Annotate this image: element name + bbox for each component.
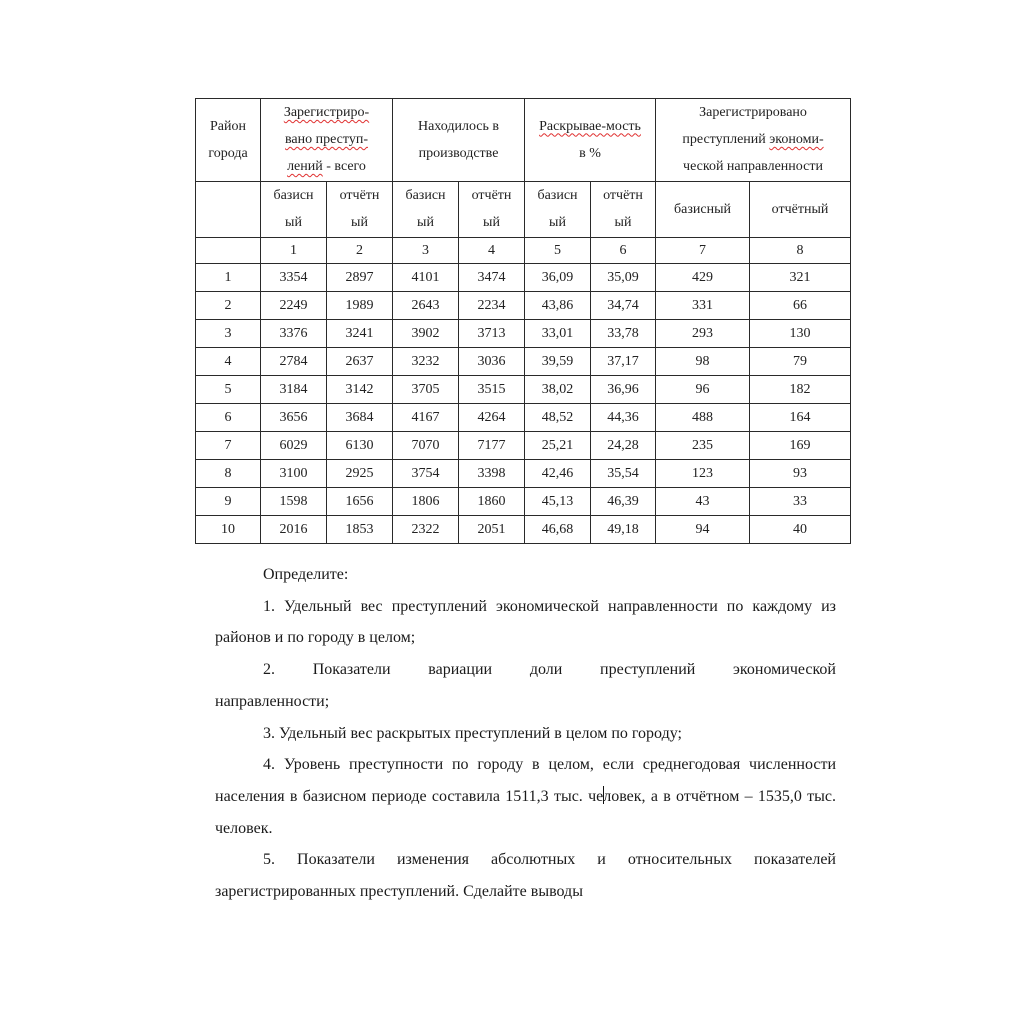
- table-cell: 36,96: [591, 376, 656, 404]
- spellcheck-word: Раскрывае-мость: [539, 118, 641, 134]
- table-row: [196, 376, 851, 404]
- table-cell: 2051: [459, 516, 525, 544]
- task-item-4: 4. Уровень преступности по городу в целом, если среднегодовая численности населения в базисном периоде составила 1511,3 тыс. человек, а в отчётном – 1535,0 тыс. человек.: [215, 756, 837, 837]
- header-base-full: базисный: [656, 182, 750, 238]
- table-row: [196, 292, 851, 320]
- table-cell: 3142: [327, 376, 393, 404]
- table-cell: 1989: [327, 292, 393, 320]
- table-cell: 42,46: [525, 460, 591, 488]
- task-item-2: 2. Показатели вариации доли преступлений экономической направленности;: [215, 661, 836, 710]
- table-cell: 3232: [393, 348, 459, 376]
- table-cell: 3902: [393, 320, 459, 348]
- table-cell: 2249: [261, 292, 327, 320]
- table-cell: 3684: [327, 404, 393, 432]
- table-cell: 94: [656, 516, 750, 544]
- header-district: Район города: [196, 99, 261, 182]
- table-cell: 3100: [261, 460, 327, 488]
- table-cell: 2784: [261, 348, 327, 376]
- table-cell: 43,86: [525, 292, 591, 320]
- header-base: базисн ый: [393, 182, 459, 238]
- table-cell: 35,54: [591, 460, 656, 488]
- table-cell: 4264: [459, 404, 525, 432]
- table-cell: 1806: [393, 488, 459, 516]
- district-number-cell: 9: [196, 488, 261, 516]
- task-item-5: 5. Показатели изменения абсолютных и относительных показателей зарегистрированных преступлений. Сделайте выводы: [215, 851, 836, 901]
- table-cell: 3656: [261, 404, 327, 432]
- crime-statistics-table: [195, 98, 851, 544]
- table-cell: 2637: [327, 348, 393, 376]
- district-number-cell: 6: [196, 404, 261, 432]
- table-row: [196, 488, 851, 516]
- table-cell: 3354: [261, 264, 327, 292]
- table-cell: 33,01: [525, 320, 591, 348]
- table-cell: 164: [750, 404, 851, 432]
- column-number: 6: [591, 238, 656, 264]
- table-cell: 24,28: [591, 432, 656, 460]
- table-cell: 7070: [393, 432, 459, 460]
- spellcheck-word: экономи-: [769, 132, 824, 147]
- table-cell: 45,13: [525, 488, 591, 516]
- table-cell: 321: [750, 264, 851, 292]
- table-cell: 3376: [261, 320, 327, 348]
- table-cell: 6029: [261, 432, 327, 460]
- table-cell: 123: [656, 460, 750, 488]
- table-cell: 3036: [459, 348, 525, 376]
- table-cell: 130: [750, 320, 851, 348]
- table-cell: 36,09: [525, 264, 591, 292]
- table-cell: 4167: [393, 404, 459, 432]
- column-number: 4: [459, 238, 525, 264]
- table-cell: 3241: [327, 320, 393, 348]
- table-row: [196, 432, 851, 460]
- table-cell: 38,02: [525, 376, 591, 404]
- column-number: 5: [525, 238, 591, 264]
- table-cell: 2016: [261, 516, 327, 544]
- table-cell: 3705: [393, 376, 459, 404]
- district-number-cell: 4: [196, 348, 261, 376]
- table-cell: 39,59: [525, 348, 591, 376]
- header-report-full: отчётный: [750, 182, 851, 238]
- header-row-periods: [196, 182, 851, 238]
- table-cell: 331: [656, 292, 750, 320]
- task-text: [215, 559, 836, 908]
- column-number: 7: [656, 238, 750, 264]
- table-cell: 49,18: [591, 516, 656, 544]
- table-cell: 48,52: [525, 404, 591, 432]
- table-cell: 3754: [393, 460, 459, 488]
- header-base: базисн ый: [261, 182, 327, 238]
- spellcheck-word: Зарегистриро-: [283, 105, 370, 120]
- table-cell: 1656: [327, 488, 393, 516]
- table-cell: 98: [656, 348, 750, 376]
- header-registered-total: Зарегистриро- вано преступ- лений - всего: [261, 99, 393, 182]
- table-cell: 4101: [393, 264, 459, 292]
- header-empty: [196, 182, 261, 238]
- table-cell: 2322: [393, 516, 459, 544]
- table-cell: 3713: [459, 320, 525, 348]
- table-row: [196, 348, 851, 376]
- column-number: 1: [261, 238, 327, 264]
- table-cell: 93: [750, 460, 851, 488]
- header-row-groups: [196, 99, 851, 182]
- table-cell: 37,17: [591, 348, 656, 376]
- table-cell: 3398: [459, 460, 525, 488]
- column-number: 8: [750, 238, 851, 264]
- district-number-cell: 7: [196, 432, 261, 460]
- table-row: [196, 460, 851, 488]
- table-cell: 1860: [459, 488, 525, 516]
- table-row: [196, 320, 851, 348]
- table-cell: 2234: [459, 292, 525, 320]
- table-cell: 6130: [327, 432, 393, 460]
- table-cell: 33,78: [591, 320, 656, 348]
- table-cell: 34,74: [591, 292, 656, 320]
- table-cell: 293: [656, 320, 750, 348]
- header-base: базисн ый: [525, 182, 591, 238]
- table-cell: 169: [750, 432, 851, 460]
- header-economic-crimes: Зарегистрировано преступлений экономи- ческой направленности: [656, 99, 851, 182]
- table-cell: 1853: [327, 516, 393, 544]
- district-number-cell: 1: [196, 264, 261, 292]
- table-cell: 2897: [327, 264, 393, 292]
- district-number-cell: 8: [196, 460, 261, 488]
- table-cell: 46,39: [591, 488, 656, 516]
- header-clearance-rate: Раскрывае-мость в %: [525, 99, 656, 182]
- table-cell: 79: [750, 348, 851, 376]
- table-cell: 35,09: [591, 264, 656, 292]
- table-cell: 46,68: [525, 516, 591, 544]
- header-report: отчётн ый: [327, 182, 393, 238]
- table-cell: 2925: [327, 460, 393, 488]
- table-cell: 25,21: [525, 432, 591, 460]
- table-cell: 44,36: [591, 404, 656, 432]
- header-in-production: Находилось в производстве: [393, 99, 525, 182]
- table-row: [196, 516, 851, 544]
- table-cell: 3515: [459, 376, 525, 404]
- table-cell: 488: [656, 404, 750, 432]
- district-number-cell: 3: [196, 320, 261, 348]
- task-item-3: 3. Удельный вес раскрытых преступлений в целом по городу;: [263, 724, 682, 742]
- column-number: 3: [393, 238, 459, 264]
- task-intro: Определите:: [263, 566, 349, 583]
- district-number-cell: 5: [196, 376, 261, 404]
- table-cell: 3184: [261, 376, 327, 404]
- task-item-1: 1. Удельный вес преступлений экономической направленности по каждому из районов и по городу в целом;: [215, 597, 836, 647]
- table-cell: 7177: [459, 432, 525, 460]
- column-number-empty: [196, 238, 261, 264]
- spellcheck-word: вано преступ-: [285, 132, 368, 147]
- table-cell: 33: [750, 488, 851, 516]
- table-cell: 43: [656, 488, 750, 516]
- district-number-cell: 2: [196, 292, 261, 320]
- table-cell: 40: [750, 516, 851, 544]
- table-cell: 96: [656, 376, 750, 404]
- column-number-row: [196, 238, 851, 264]
- table-cell: 1598: [261, 488, 327, 516]
- table-cell: 2643: [393, 292, 459, 320]
- table-cell: 235: [656, 432, 750, 460]
- table-row: [196, 264, 851, 292]
- header-report: отчётн ый: [591, 182, 656, 238]
- table-cell: 182: [750, 376, 851, 404]
- column-number: 2: [327, 238, 393, 264]
- district-number-cell: 10: [196, 516, 261, 544]
- table-row: [196, 404, 851, 432]
- header-report: отчётн ый: [459, 182, 525, 238]
- table-cell: 429: [656, 264, 750, 292]
- table-body: [196, 264, 851, 544]
- table-cell: 66: [750, 292, 851, 320]
- table-cell: 3474: [459, 264, 525, 292]
- spellcheck-word: лений: [287, 159, 323, 174]
